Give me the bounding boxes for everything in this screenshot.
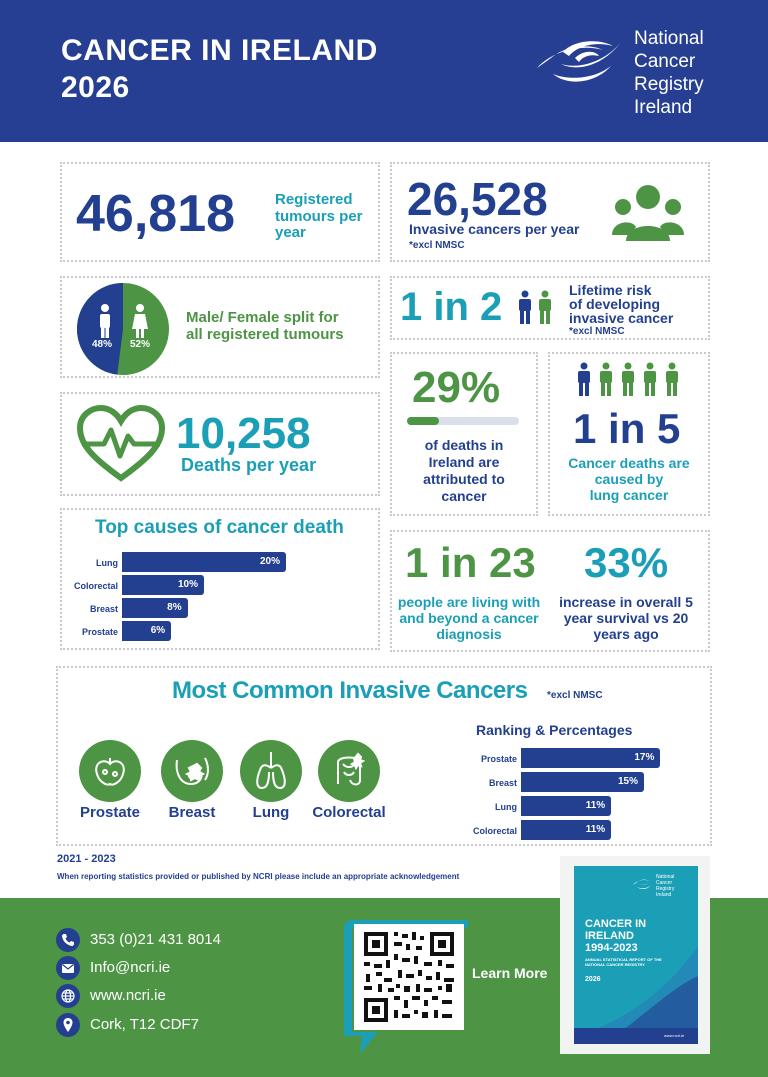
bar-value-label: 15% [617,776,638,787]
qr-code[interactable] [354,924,464,1030]
bar-category-label: Breast [89,604,118,614]
survivors-label: people are living with and beyond a cancer diagnosis [397,594,541,642]
address-text: Cork, T12 CDF7 [90,1016,199,1033]
email-address: Info@ncri.ie [90,959,171,976]
cancer-name-colorectal: Colorectal [312,804,386,821]
five-people-icon [573,362,683,398]
invasive-cancers-value: 26,528 [407,173,548,225]
attributed-deaths-label: of deaths in Ireland are attributed to cancer [423,437,505,504]
bar-lung [521,796,611,816]
bar-row-colorectal [60,575,380,597]
bar-colorectal [521,820,611,840]
report-cover[interactable] [574,866,698,1044]
bar-breast [122,598,188,618]
bar-category-label: Prostate [81,627,118,637]
cancer-name-breast: Breast [168,804,216,821]
bar-value-label: 11% [585,800,606,811]
bar-category-label: Colorectal [472,826,517,836]
report-year: 2026 [585,976,601,983]
top-causes-title: Top causes of cancer death [95,517,344,538]
most-common-note: *excl NMSC [547,690,603,701]
page-year: 2026 [61,71,130,104]
lifetime-risk-value: 1 in 2 [400,285,503,329]
mail-icon [56,956,80,980]
cancer-name-prostate: Prostate [79,804,141,821]
globe-icon [56,984,80,1008]
prostate-icon [79,740,141,802]
cancer-name-lung: Lung [252,804,290,821]
two-people-icon [515,290,555,326]
report-cover-footer [574,1028,698,1044]
deaths-label: Deaths per year [181,455,317,475]
acknowledgement-note: When reporting statistics provided or published by NCRI please include an appropriate acknowledgement [57,872,460,881]
ranking-title: Ranking & Percentages [476,722,633,738]
bar-category-label: Colorectal [73,581,118,591]
bar-value-label: 17% [634,752,655,763]
bar-value-label: 11% [585,824,606,835]
lung-deaths-label: Cancer deaths are caused by lung cancer [568,455,690,503]
ncri-logo-text: National Cancer Registry Ireland [634,28,704,118]
report-logo-text: National Cancer Registry Ireland [656,874,675,898]
group-people-icon [612,183,684,241]
learn-more-link[interactable]: Learn More [472,965,548,981]
report-url: www.ncri.ie [664,1033,685,1038]
bar-prostate [122,621,171,641]
gender-split-pie [77,283,169,375]
bar-category-label: Breast [488,778,517,788]
registered-tumours-value: 46,818 [76,185,236,243]
phone-number: 353 (0)21 431 8014 [90,931,221,948]
registered-tumours-label: Registered tumours per year [275,191,363,241]
lung-icon [240,740,302,802]
data-period: 2021 - 2023 [57,853,116,865]
survival-increase-label: increase in overall 5 year survival vs 20 years ago [559,594,693,642]
male-percent: 48% [92,339,113,350]
pie-male-slice [77,283,123,375]
website-url: www.ncri.ie [90,987,166,1004]
progress-fill [407,417,439,425]
bar-row-breast [460,772,700,794]
attributed-deaths-value: 29% [412,363,501,412]
ncri-logo-icon [533,30,625,86]
heartbeat-icon [76,404,166,484]
bar-row-lung [460,796,700,818]
qr-code-icon [354,924,464,1030]
page-title: CANCER IN IRELAND [61,34,378,67]
bar-category-label: Lung [495,802,517,812]
location-pin-icon [56,1013,80,1037]
survival-increase-value: 33% [584,539,669,586]
bar-row-prostate [60,621,380,643]
bar-lung [122,552,286,572]
bar-row-colorectal [460,820,700,842]
bar-row-breast [60,598,380,620]
bar-category-label: Lung [96,558,118,568]
bar-breast [521,772,644,792]
bar-value-label: 6% [150,625,166,636]
gender-split-label: Male/ Female split for all registered tumours [186,309,344,343]
colorectal-icon [318,740,380,802]
report-logo-icon [632,876,654,890]
ranking-chart [460,748,700,844]
bar-colorectal [122,575,204,595]
survivors-value: 1 in 23 [405,539,536,586]
lung-deaths-value: 1 in 5 [573,405,681,452]
bar-row-prostate [460,748,700,770]
female-percent: 52% [130,339,151,350]
report-title: CANCER IN IRELAND 1994-2023 [585,918,647,954]
progress-track [407,417,519,425]
bar-value-label: 20% [259,556,280,567]
lifetime-risk-note: *excl NMSC [569,326,625,337]
top-causes-chart [60,552,380,648]
report-subtitle: ANNUAL STATISTICAL REPORT OF THE NATIONAL CANCER REGISTRY [585,957,662,967]
bar-value-label: 8% [167,602,182,613]
phone-icon [56,928,80,952]
bar-prostate [521,748,660,768]
bar-value-label: 10% [177,579,198,590]
invasive-cancers-label: Invasive cancers per year [409,221,580,237]
breast-icon [161,740,223,802]
bar-category-label: Prostate [480,754,517,764]
deaths-value: 10,258 [176,409,311,458]
bar-row-lung [60,552,380,574]
lifetime-risk-label: Lifetime risk of developing invasive cancer [569,282,674,326]
invasive-cancers-note: *excl NMSC [409,240,465,251]
most-common-title: Most Common Invasive Cancers [172,677,528,704]
